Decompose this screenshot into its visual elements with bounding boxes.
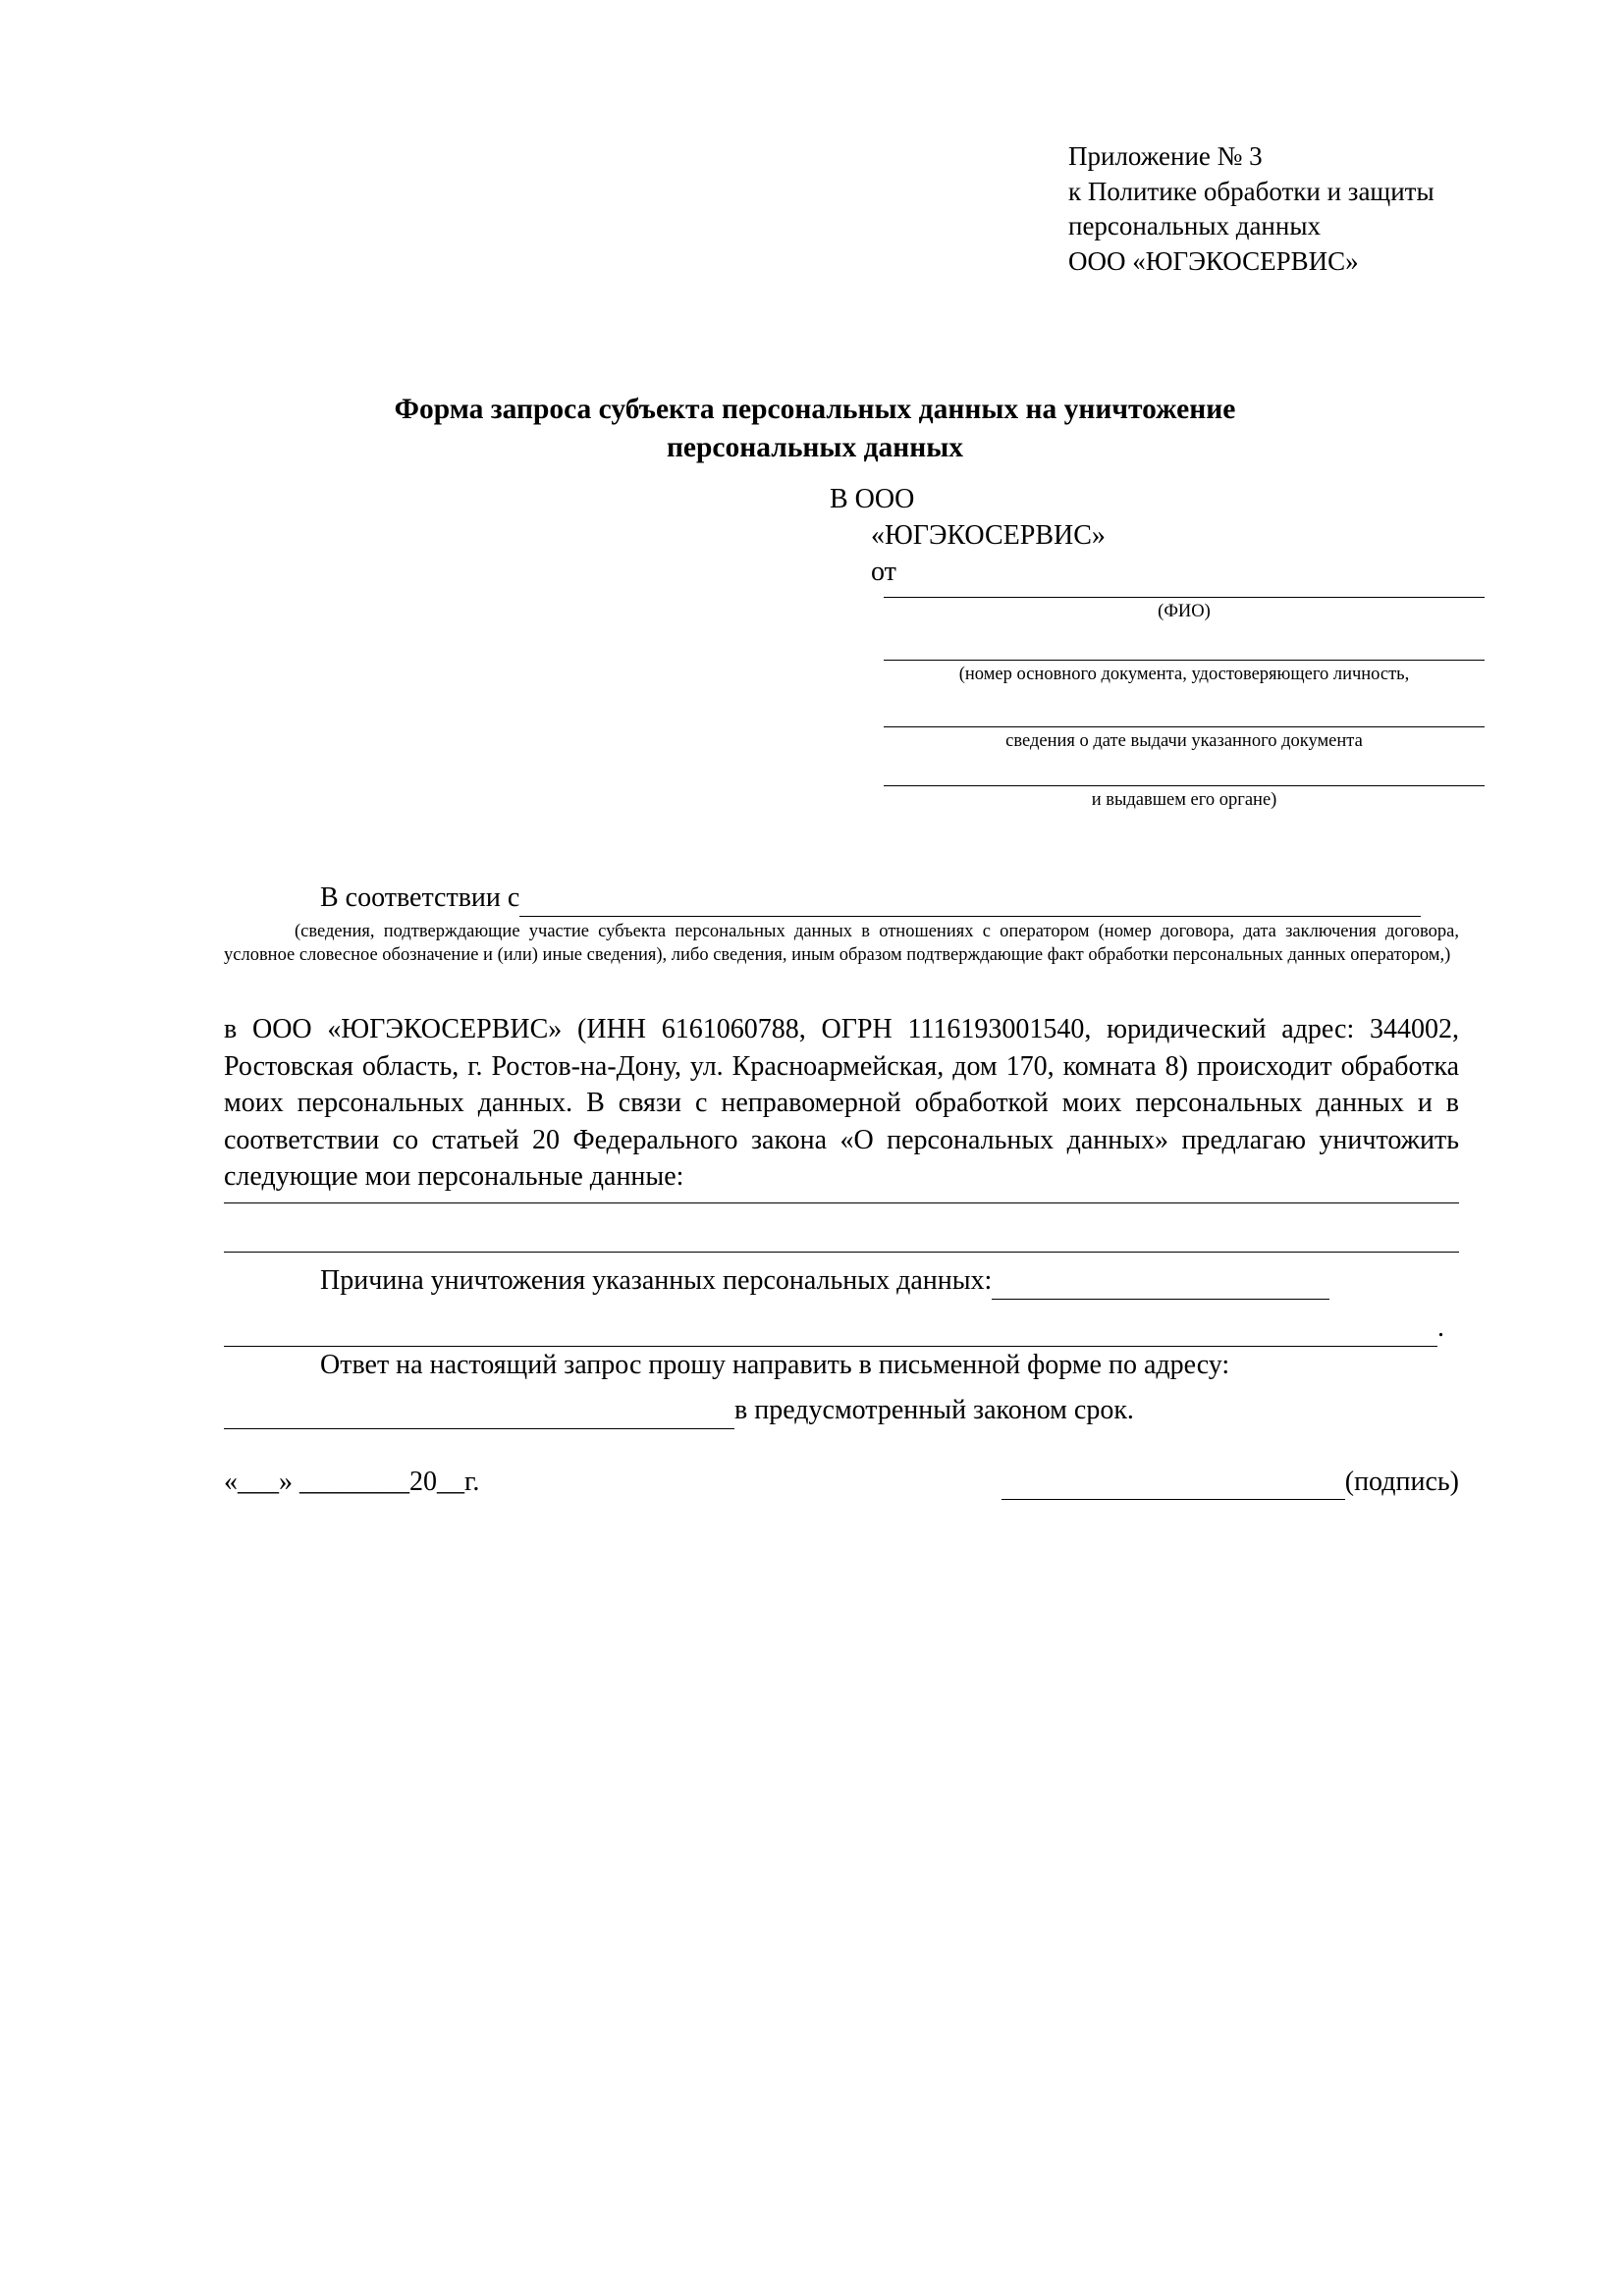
field-answer-address[interactable]	[224, 1404, 734, 1429]
signature-field[interactable]	[1001, 1465, 1459, 1500]
field-in-accordance[interactable]	[519, 891, 1421, 917]
appendix-header	[1068, 139, 1579, 280]
in-accordance-label: В соответствии с	[320, 882, 520, 913]
field-doc-date[interactable]	[884, 726, 1485, 753]
reason-period: .	[1437, 1312, 1444, 1343]
in-accordance-note: (сведения, подтверждающие участие субъекта персональных данных в отношениях с оператором (номер договора, дата заключения договора, условное словесное обозначение и (или) иные сведения), либо сведения, иным образом подтверждающие факт обработки персональных данных оператором,)	[224, 922, 1459, 965]
field-doc-number[interactable]	[884, 660, 1485, 686]
page-title-line-1: Форма запроса субъекта персональных данных на уничтожение	[394, 394, 1236, 425]
answer-address-row	[224, 1392, 1459, 1429]
field-doc-issuer-rule[interactable]	[884, 785, 1485, 786]
addressee-org-name: «ЮГЭКОСЕРВИС»	[871, 520, 1106, 552]
reason-row	[224, 1262, 1459, 1300]
field-data-line-1[interactable]	[224, 1202, 1459, 1203]
field-doc-number-rule[interactable]	[884, 660, 1485, 661]
signature-row	[224, 1465, 1459, 1508]
signature-caption: (подпись)	[1344, 1467, 1459, 1497]
field-fio-caption: (ФИО)	[1158, 602, 1211, 621]
reason-label: Причина уничтожения указанных персональных данных:	[320, 1265, 993, 1296]
signature-rule[interactable]	[1001, 1474, 1345, 1500]
appendix-company: ООО «ЮГЭКОСЕРВИС»	[1068, 245, 1359, 276]
field-reason[interactable]	[992, 1274, 1329, 1300]
page-title	[216, 391, 1414, 467]
appendix-policy-line-1: к Политике обработки и защиты	[1068, 176, 1435, 206]
date-field[interactable]: «___» ________20__г.	[224, 1467, 480, 1497]
field-doc-date-rule[interactable]	[884, 726, 1485, 727]
appendix-number: Приложение № 3	[1068, 141, 1263, 171]
field-doc-number-caption: (номер основного документа, удостоверяющего личность,	[958, 665, 1410, 684]
answer-request-row	[224, 1347, 1459, 1384]
field-fio[interactable]	[884, 597, 1485, 623]
in-accordance-row	[224, 880, 1459, 917]
page-title-line-2: персональных данных	[666, 432, 964, 464]
answer-address-tail: в предусмотренный законом срок.	[734, 1395, 1134, 1425]
field-reason-line-2[interactable]	[224, 1321, 1437, 1347]
reason-continuation-row	[224, 1309, 1459, 1347]
answer-request-text: Ответ на настоящий запрос прошу направить в письменной форме по адресу:	[320, 1350, 1230, 1380]
main-paragraph: в ООО «ЮГЭКОСЕРВИС» (ИНН 6161060788, ОГРН 1116193001540, юридический адрес: 344002, Ростовская область, г. Ростов-на-Дону, ул. Красноармейская, дом 170, комната 8) происходит обработка моих персональных данных. В связи с неправомерной обработкой моих персональных данных и в соответствии со статьей 20 Федерального закона «О персональных данных» предлагаю уничтожить следующие мои персональные данные:	[224, 1014, 1459, 1193]
field-data-line-2[interactable]	[224, 1252, 1459, 1253]
field-doc-issuer[interactable]	[884, 785, 1485, 812]
appendix-policy-line-2: персональных данных	[1068, 211, 1321, 241]
field-doc-issuer-caption: и выдавшем его органе)	[1091, 790, 1277, 810]
field-fio-rule[interactable]	[884, 597, 1485, 598]
addressee-from-label: от	[871, 557, 896, 588]
addressee-block	[830, 481, 1458, 591]
addressee-org-prefix: В ООО	[830, 484, 915, 514]
field-doc-date-caption: сведения о дате выдачи указанного документа	[1005, 731, 1363, 751]
